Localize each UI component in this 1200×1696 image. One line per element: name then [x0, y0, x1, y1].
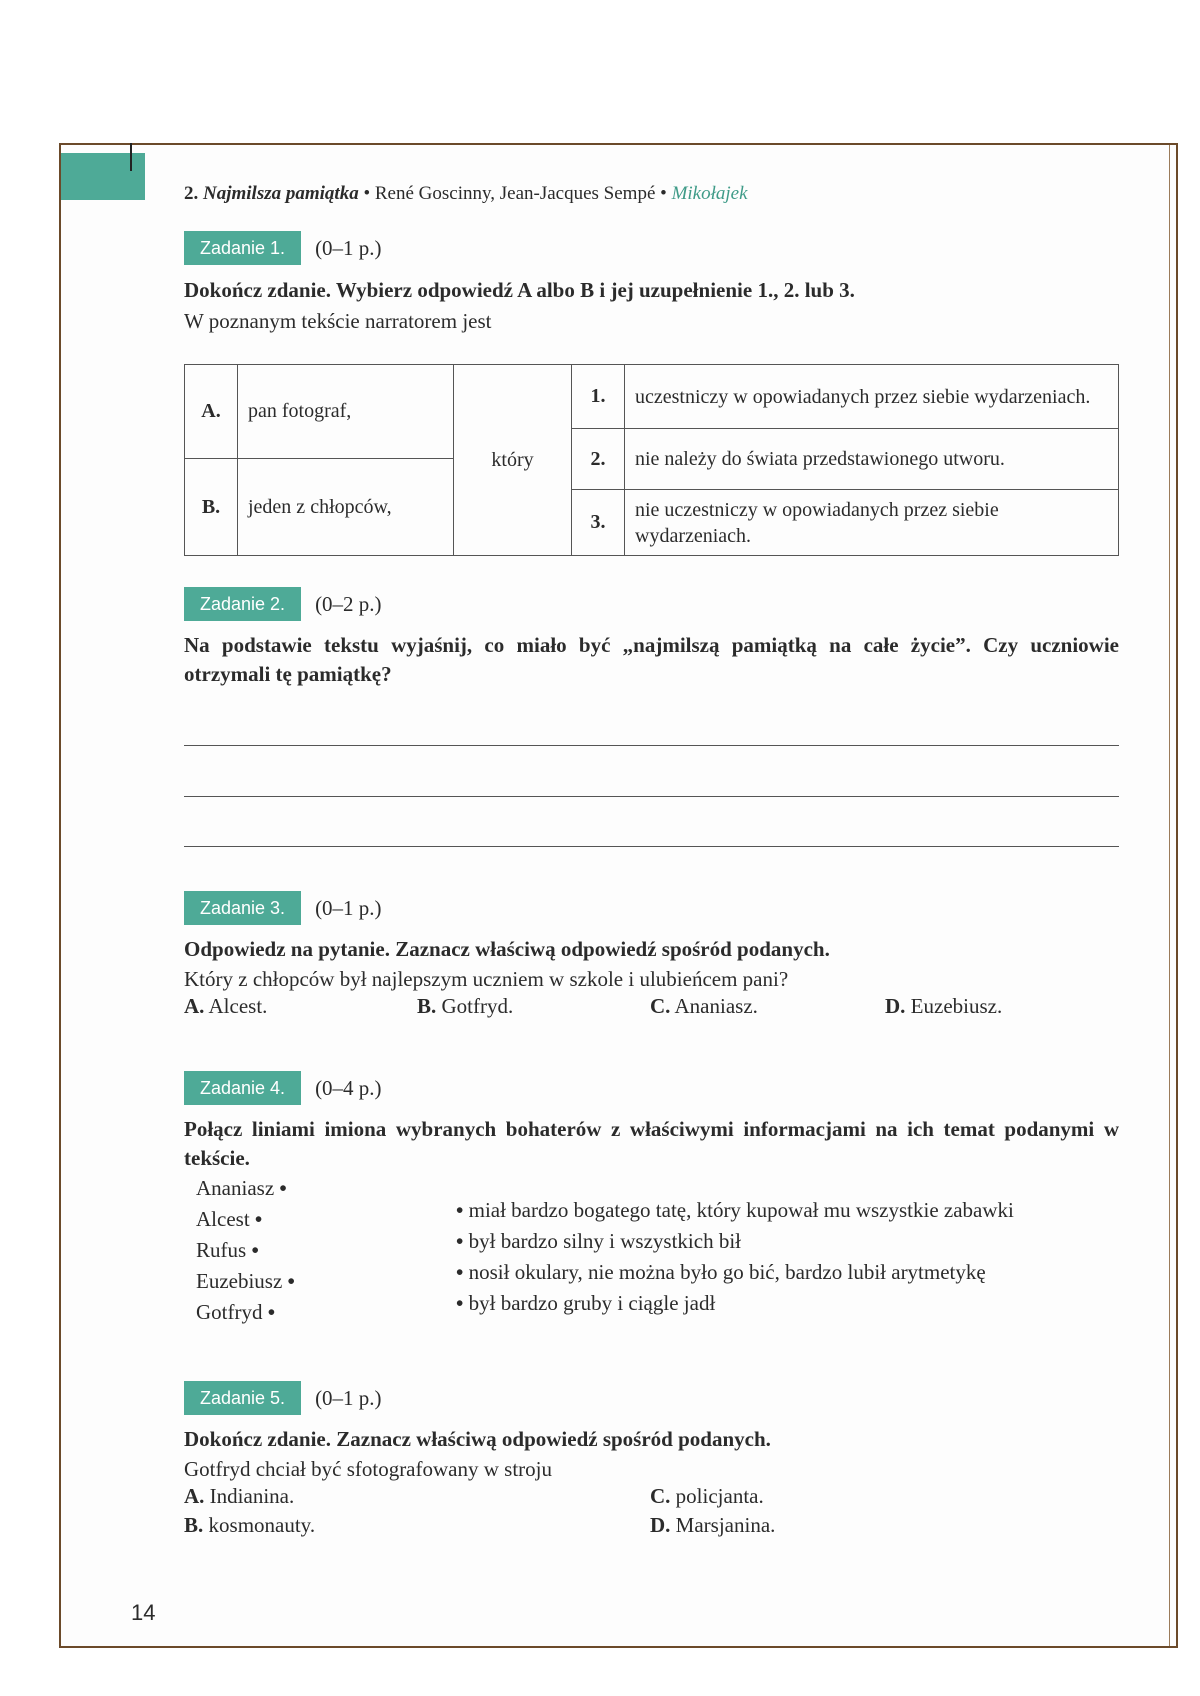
task2-header — [184, 587, 382, 621]
task4-header — [184, 1071, 382, 1105]
answer-line[interactable] — [184, 745, 1119, 746]
connector-text: który — [454, 365, 572, 556]
answer-line[interactable] — [184, 846, 1119, 847]
task1-instruction: Dokończ zdanie. Wybierz odpowiedź A albo B i jej uzupełnienie 1., 2. lub 3. — [184, 278, 855, 302]
task1-table — [184, 364, 1119, 556]
name-item[interactable]: Euzebiusz • — [196, 1269, 295, 1293]
task2-badge: Zadanie 2. — [184, 587, 301, 621]
task3-instruction: Odpowiedz na pytanie. Zaznacz właściwą odpowiedź spośród podanych. — [184, 937, 830, 961]
page-frame — [59, 143, 1178, 1648]
answer-option[interactable]: D. Euzebiusz. — [885, 994, 1003, 1018]
header-authors: René Goscinny, Jean-Jacques Sempé — [374, 183, 656, 204]
option-a-text[interactable]: pan fotograf, — [238, 365, 454, 459]
page-number: 14 — [131, 1600, 156, 1625]
name-item[interactable]: Alcest • — [196, 1207, 263, 1231]
task4-instruction: Połącz liniami imiona wybranych bohaterów z właściwymi informacjami na ich temat podanymi w tekście. — [184, 1117, 1119, 1170]
info-item[interactable]: • miał bardzo bogatego tatę, który kupował mu wszystkie zabawki — [456, 1198, 1014, 1222]
task4-points: (0–4 p.) — [315, 1075, 382, 1100]
corner-tab — [61, 153, 145, 200]
page-header — [184, 183, 748, 205]
task2-points: (0–2 p.) — [315, 591, 382, 616]
info-item[interactable]: • był bardzo gruby i ciągle jadł — [456, 1291, 716, 1315]
task3-points: (0–1 p.) — [315, 895, 382, 920]
option-b-text[interactable]: jeden z chłopców, — [238, 459, 454, 556]
name-item[interactable]: Gotfryd • — [196, 1300, 276, 1324]
answer-option[interactable]: D. Marsjanina. — [650, 1513, 776, 1537]
answer-option[interactable]: A. Alcest. — [184, 994, 268, 1018]
completion-1-text[interactable]: uczestniczy w opowiadanych przez siebie wydarzeniach. — [625, 365, 1119, 429]
answer-option[interactable]: C. Ananiasz. — [650, 994, 758, 1018]
answer-line[interactable] — [184, 796, 1119, 797]
completion-2-label[interactable]: 2. — [572, 429, 625, 490]
task5-points: (0–1 p.) — [315, 1385, 382, 1410]
header-sep-2: • — [660, 183, 667, 204]
task5-badge: Zadanie 5. — [184, 1381, 301, 1415]
option-b-label[interactable]: B. — [185, 459, 238, 556]
task3-question: Który z chłopców był najlepszym uczniem w szkole i ulubieńcem pani? — [184, 967, 789, 991]
infos-column — [456, 1195, 1014, 1319]
task3-badge: Zadanie 3. — [184, 891, 301, 925]
names-column — [196, 1173, 295, 1328]
task5-header — [184, 1381, 382, 1415]
frame-inner-line — [1169, 145, 1170, 1646]
completion-3-text[interactable]: nie uczestniczy w opowiadanych przez siebie wydarzeniach. — [625, 490, 1119, 556]
name-item[interactable]: Ananiasz • — [196, 1176, 287, 1200]
task2-instruction: Na podstawie tekstu wyjaśnij, co miało być „najmilszą pamiątką na całe życie”. Czy uczniowie otrzymali tę pamiątkę? — [184, 633, 1119, 686]
task1-prompt: W poznanym tekście narratorem jest — [184, 309, 492, 333]
info-item[interactable]: • nosił okulary, nie można było go bić, bardzo lubił arytmetykę — [456, 1260, 986, 1284]
header-title: Najmilsza pamiątka — [203, 183, 359, 204]
name-item[interactable]: Rufus • — [196, 1238, 259, 1262]
answer-option[interactable]: B. kosmonauty. — [184, 1513, 316, 1537]
option-a-label[interactable]: A. — [185, 365, 238, 459]
task5-instruction: Dokończ zdanie. Zaznacz właściwą odpowiedź spośród podanych. — [184, 1427, 771, 1451]
task1-points: (0–1 p.) — [315, 235, 382, 260]
task1-header — [184, 231, 382, 265]
completion-3-label[interactable]: 3. — [572, 490, 625, 556]
header-sep-1: • — [363, 183, 371, 204]
completion-2-text[interactable]: nie należy do świata przedstawionego utworu. — [625, 429, 1119, 490]
header-book: Mikołajek — [671, 183, 748, 204]
completion-1-label[interactable]: 1. — [572, 365, 625, 429]
header-number: 2. — [184, 183, 199, 204]
task4-badge: Zadanie 4. — [184, 1071, 301, 1105]
corner-tick — [130, 143, 132, 171]
answer-option[interactable]: C. policjanta. — [650, 1484, 764, 1508]
task5-prompt: Gotfryd chciał być sfotografowany w stroju — [184, 1457, 552, 1481]
info-item[interactable]: • był bardzo silny i wszystkich bił — [456, 1229, 741, 1253]
task3-header — [184, 891, 382, 925]
answer-option[interactable]: A. Indianina. — [184, 1484, 295, 1508]
task1-badge: Zadanie 1. — [184, 231, 301, 265]
answer-option[interactable]: B. Gotfryd. — [417, 994, 514, 1018]
